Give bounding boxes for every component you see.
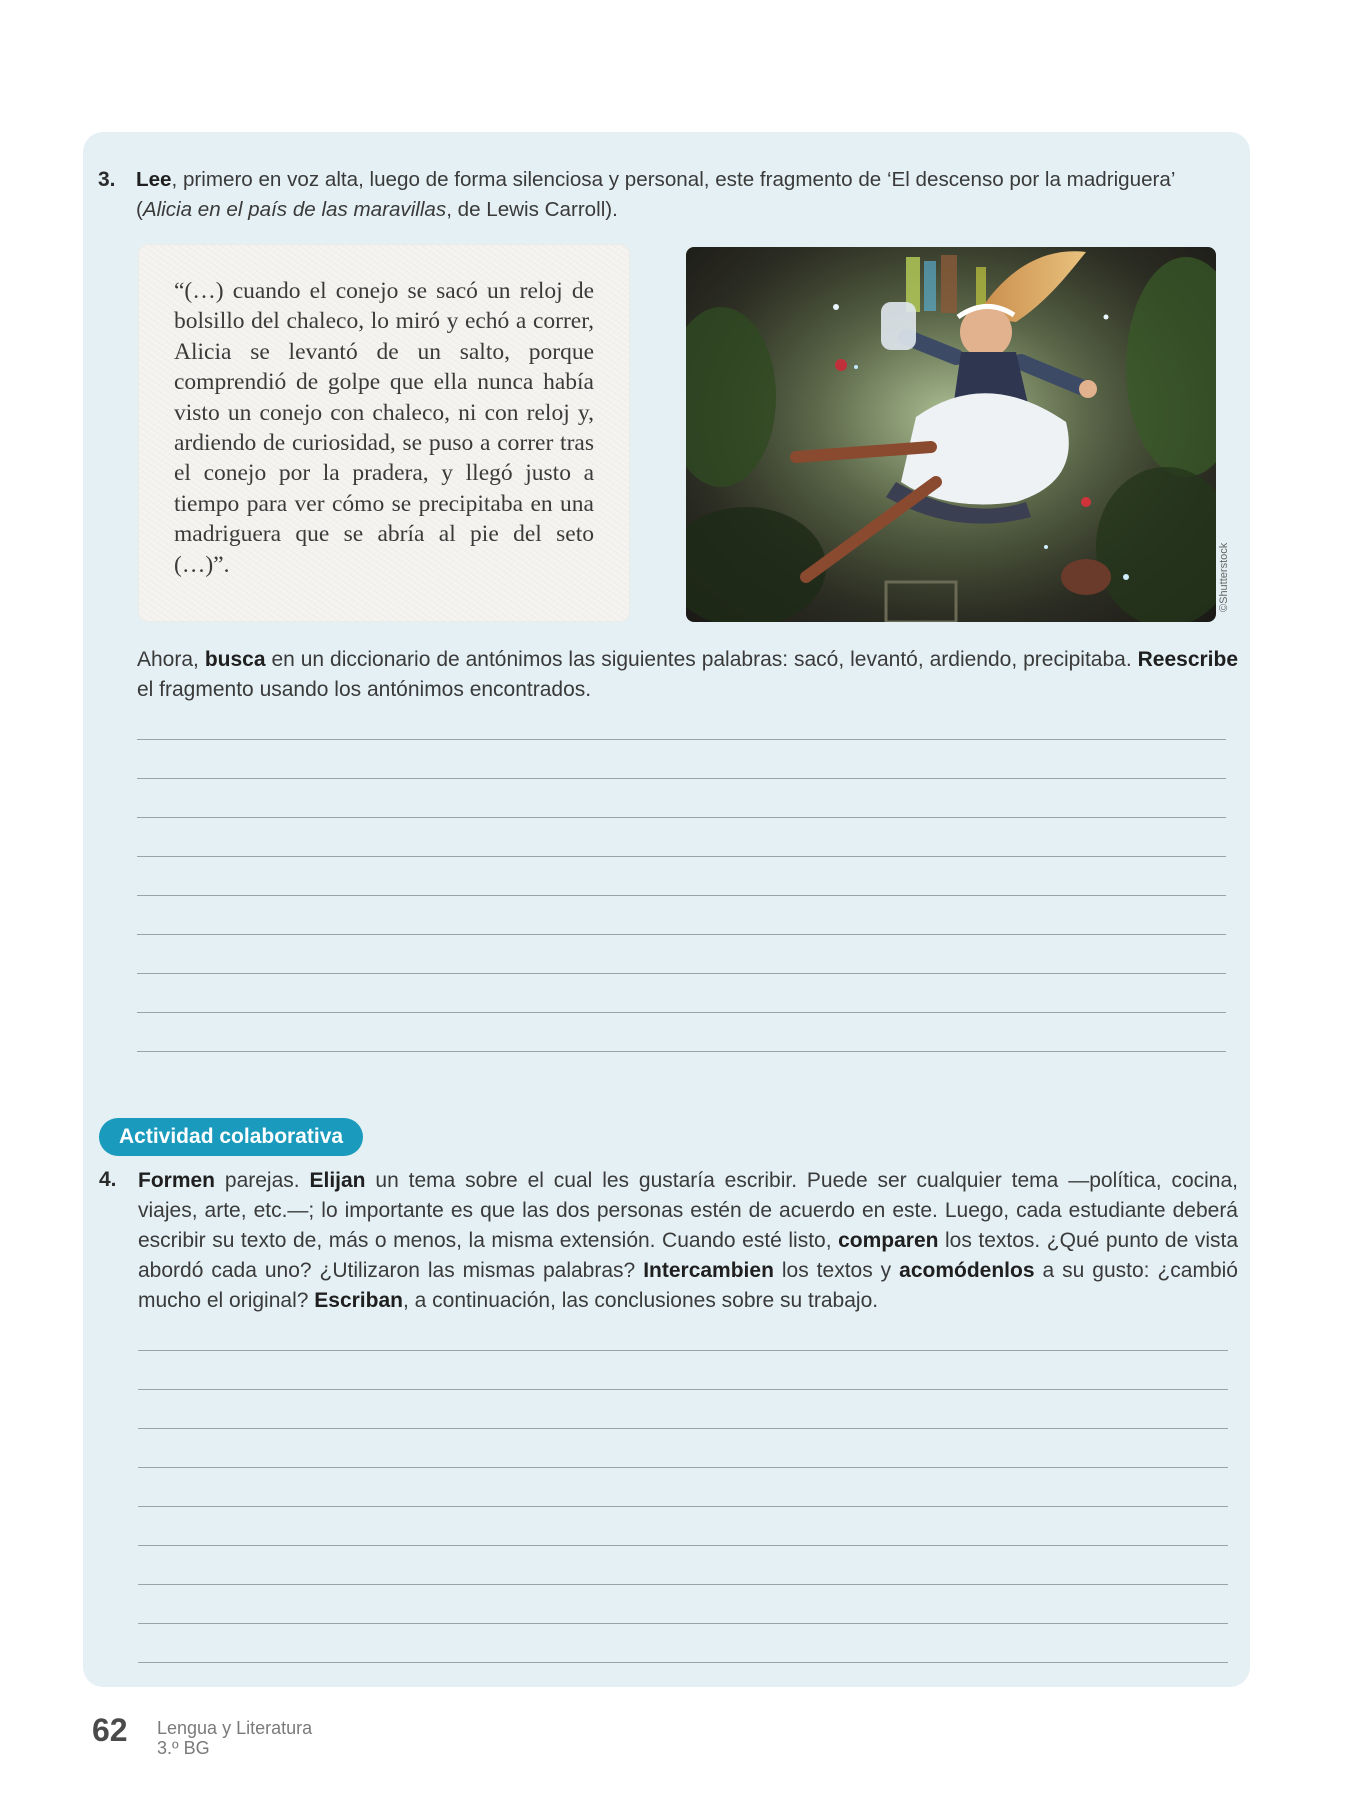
- item-3-verb: Lee: [136, 168, 172, 191]
- footer-subject: [157, 1718, 312, 1758]
- writing-line[interactable]: [138, 1428, 1228, 1429]
- instr-verb-busca: busca: [204, 648, 266, 671]
- instr-verb-reescribe: Reescribe: [1137, 648, 1239, 671]
- writing-line[interactable]: [138, 1467, 1228, 1468]
- instr-text-1: Ahora,: [137, 648, 205, 671]
- book-title: Alicia en el país de las maravillas: [142, 198, 447, 221]
- writing-line[interactable]: [138, 1389, 1228, 1390]
- item-4-number: 4.: [99, 1168, 117, 1191]
- writing-line[interactable]: [138, 1662, 1228, 1663]
- grade-level: 3.º BG: [157, 1738, 210, 1758]
- verb-acomodenlos: acomódenlos: [899, 1259, 1035, 1282]
- item-3-instructions: [137, 645, 1238, 705]
- item-4-instructions: [138, 1166, 1238, 1316]
- writing-line[interactable]: [137, 778, 1226, 779]
- item-3-number: 3.: [98, 168, 116, 191]
- item-4-text-4: los textos y: [773, 1259, 900, 1282]
- verb-escriban: Escriban: [314, 1289, 403, 1312]
- item-4-text-1: parejas.: [215, 1169, 310, 1192]
- item-4-text-6: , a continuación, las conclusiones sobre su trabajo.: [402, 1289, 879, 1312]
- writing-line[interactable]: [137, 973, 1226, 974]
- item-4-text-3: los textos. ¿Qué punto de vista abordó cada uno? ¿Utilizaron las mismas palabras?: [138, 1229, 1238, 1282]
- writing-line[interactable]: [138, 1623, 1228, 1624]
- quote-card: [138, 244, 630, 622]
- subject-name: Lengua y Literatura: [157, 1718, 313, 1738]
- item-3-paren-open: (: [136, 198, 143, 221]
- verb-elijan: Elijan: [309, 1169, 366, 1192]
- writing-line[interactable]: [137, 817, 1226, 818]
- item-4-text-2: un tema sobre el cual les gustaría escribir. Puede ser cualquier tema —política, cocina, viajes, arte, etc.—; lo importante es que las dos personas estén de acuerdo en este. Luego, cada estudiante deberá escribir su texto de, más o menos, la misma extensión. Cuando esté listo,: [138, 1169, 1238, 1252]
- collaborative-activity-badge: Actividad colaborativa: [99, 1118, 363, 1156]
- photo-credit: ©Shutterstock: [1218, 542, 1230, 612]
- verb-formen: Formen: [138, 1169, 216, 1192]
- item-4-text-5: a su gusto: ¿cambió mucho el original?: [138, 1259, 1238, 1312]
- verb-comparen: comparen: [838, 1229, 939, 1252]
- writing-line[interactable]: [137, 856, 1226, 857]
- item-3-heading-text: , primero en voz alta, luego de forma silenciosa y personal, este fragmento de ‘El descenso por la madriguera’: [171, 168, 1176, 191]
- writing-line[interactable]: [138, 1584, 1228, 1585]
- writing-line[interactable]: [137, 1012, 1226, 1013]
- writing-line[interactable]: [137, 739, 1226, 740]
- writing-line[interactable]: [138, 1545, 1228, 1546]
- instr-text-2: en un diccionario de antónimos las siguientes palabras: sacó, levantó, ardiendo, precipitaba.: [265, 648, 1138, 671]
- page-number: 62: [92, 1712, 128, 1748]
- writing-line[interactable]: [137, 1051, 1226, 1052]
- alice-falling-illustration: [686, 247, 1216, 622]
- writing-line[interactable]: [137, 895, 1226, 896]
- writing-line[interactable]: [138, 1350, 1228, 1351]
- verb-intercambien: Intercambien: [643, 1259, 774, 1282]
- quote-text: “(…) cuando el conejo se sacó un reloj de bolsillo del chaleco, lo miró y echó a correr, Alicia se levantó de un salto, porque comprendió de golpe que ella nunca había visto un conejo con chaleco, ni con reloj y, ardiendo de curiosidad, se puso a correr tras el conejo por la pradera, y llegó justo a tiempo para ver cómo se precipitaba en una madriguera que se abría al pie del seto (…)”.: [174, 278, 594, 578]
- item-3-heading: [136, 165, 1228, 225]
- item-3-author: , de Lewis Carroll).: [446, 198, 618, 221]
- illustration-svg: [686, 247, 1216, 622]
- writing-line[interactable]: [137, 934, 1226, 935]
- instr-text-3: el fragmento usando los antónimos encontrados.: [137, 678, 592, 701]
- writing-line[interactable]: [138, 1506, 1228, 1507]
